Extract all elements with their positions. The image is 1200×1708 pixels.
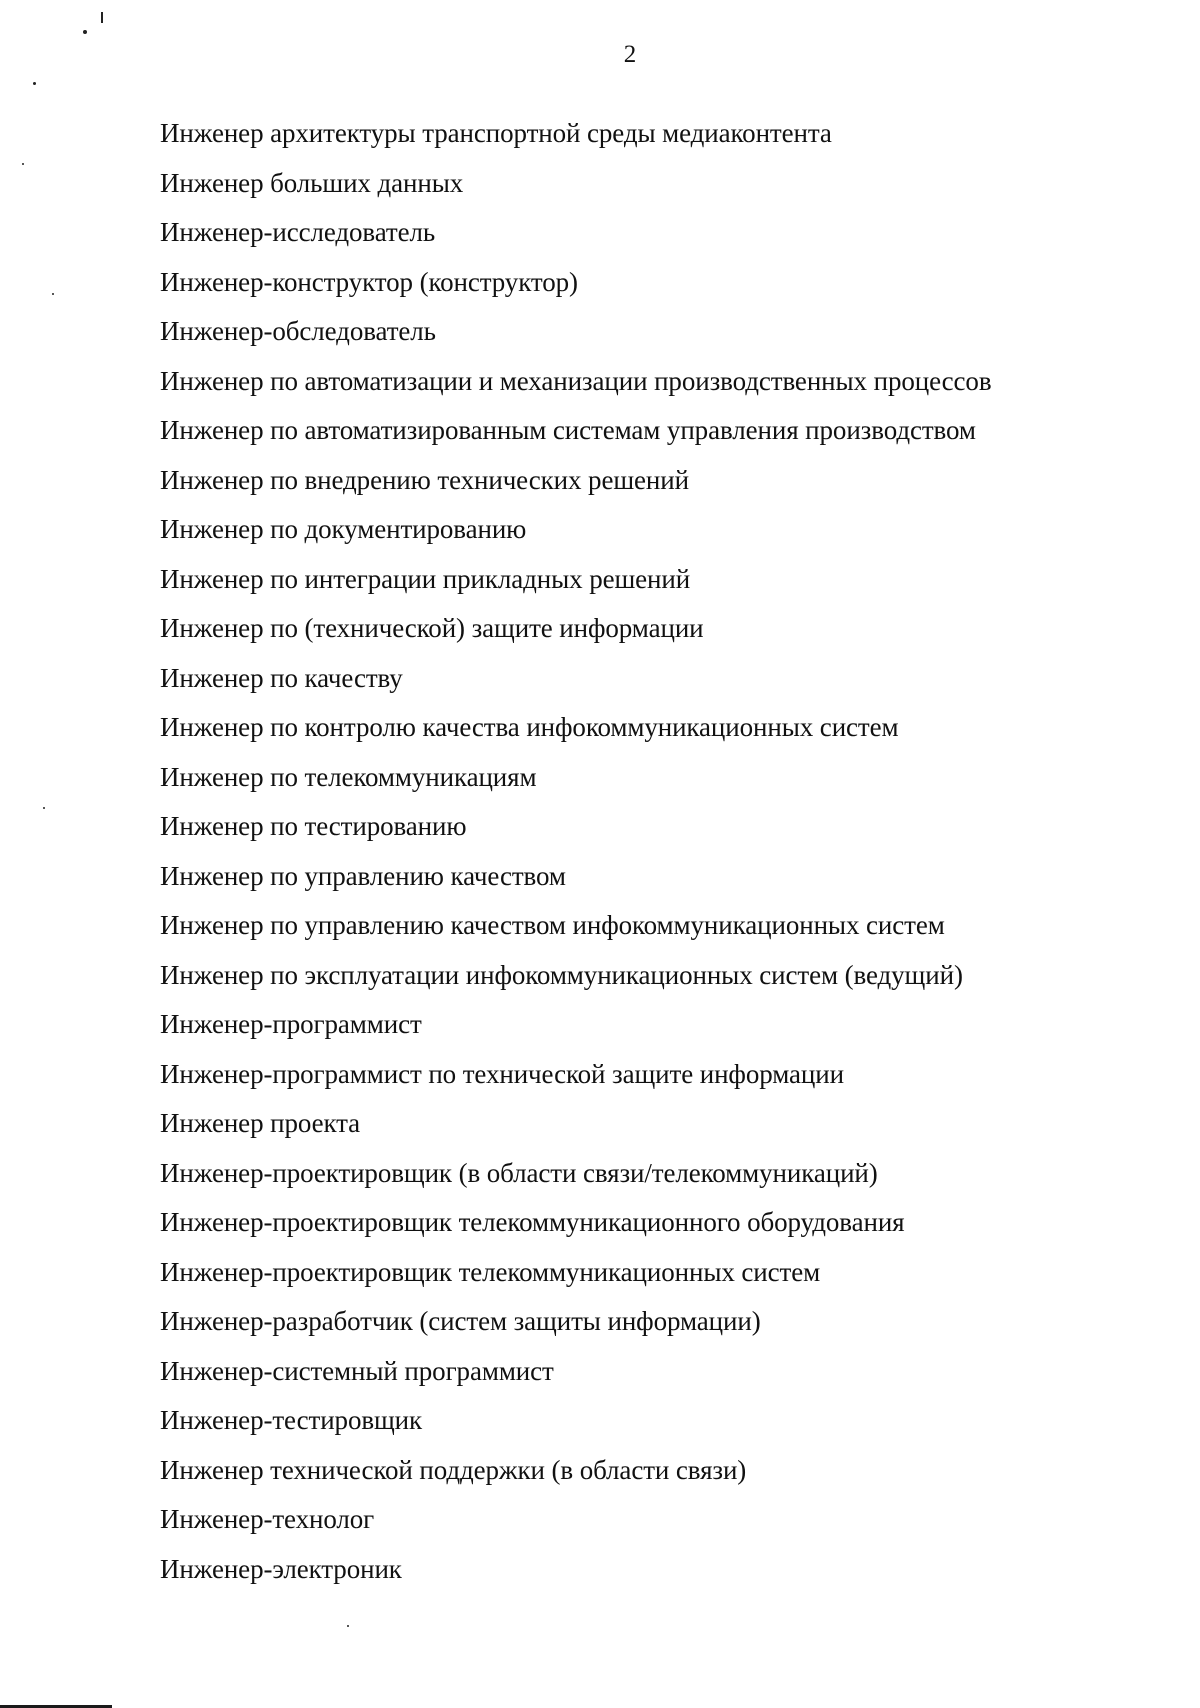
- list-item: Инженер по внедрению технических решений: [160, 464, 689, 495]
- list-item: Инженер-технолог: [160, 1504, 375, 1534]
- scan-speck: [22, 163, 24, 165]
- list-item: Инженер больших данных: [160, 167, 464, 198]
- scan-speck: [83, 30, 87, 34]
- list-item: Инженер по интеграции прикладных решений: [160, 563, 691, 594]
- list-item: Инженер по автоматизированным системам управления производством: [160, 415, 976, 445]
- list-item: Инженер-обследователь: [160, 316, 436, 346]
- list-item: Инженер по контролю качества инфокоммуникационных систем: [160, 712, 899, 742]
- list-item: Инженер-программист по технической защите информации: [160, 1058, 844, 1089]
- scan-speck: [52, 293, 54, 295]
- list-item: Инженер-конструктор (конструктор): [160, 266, 578, 297]
- list-item: Инженер-проектировщик телекоммуникационных систем: [160, 1256, 821, 1287]
- scan-speck: [33, 82, 36, 85]
- list-item: Инженер по качеству: [160, 662, 403, 693]
- scan-speck: [43, 807, 45, 809]
- scan-mark: [101, 12, 103, 23]
- list-item: Инженер по телекоммуникациям: [160, 761, 537, 792]
- list-item: Инженер-проектировщик телекоммуникационного оборудования: [160, 1207, 905, 1237]
- list-item: Инженер по эксплуатации инфокоммуникационных систем (ведущий): [160, 959, 963, 990]
- list-item: Инженер по управлению качеством инфокоммуникационных систем: [160, 910, 945, 940]
- list-item: Инженер-системный программист: [160, 1355, 554, 1386]
- list-item: Инженер по автоматизации и механизации производственных процессов: [160, 365, 992, 396]
- page-number: 2: [623, 41, 637, 68]
- scan-speck: [347, 1625, 349, 1627]
- list-item: Инженер-программист: [160, 1009, 422, 1039]
- list-item: Инженер-разработчик (систем защиты информации): [160, 1306, 761, 1336]
- list-item: Инженер-тестировщик: [160, 1405, 423, 1435]
- list-item: Инженер по тестированию: [160, 811, 467, 841]
- list-item: Инженер по управлению качеством: [160, 860, 566, 891]
- list-item: Инженер по (технической) защите информации: [160, 613, 704, 643]
- list-item: Инженер-исследователь: [160, 217, 436, 247]
- list-item: Инженер-электроник: [160, 1553, 402, 1584]
- job-title-list: [160, 115, 1160, 1600]
- list-item: Инженер проекта: [160, 1108, 361, 1138]
- list-item: Инженер-проектировщик (в области связи/телекоммуникаций): [160, 1157, 878, 1188]
- list-item: Инженер архитектуры транспортной среды медиаконтента: [160, 118, 832, 148]
- list-item: Инженер по документированию: [160, 514, 527, 544]
- list-item: Инженер технической поддержки (в области связи): [160, 1454, 747, 1485]
